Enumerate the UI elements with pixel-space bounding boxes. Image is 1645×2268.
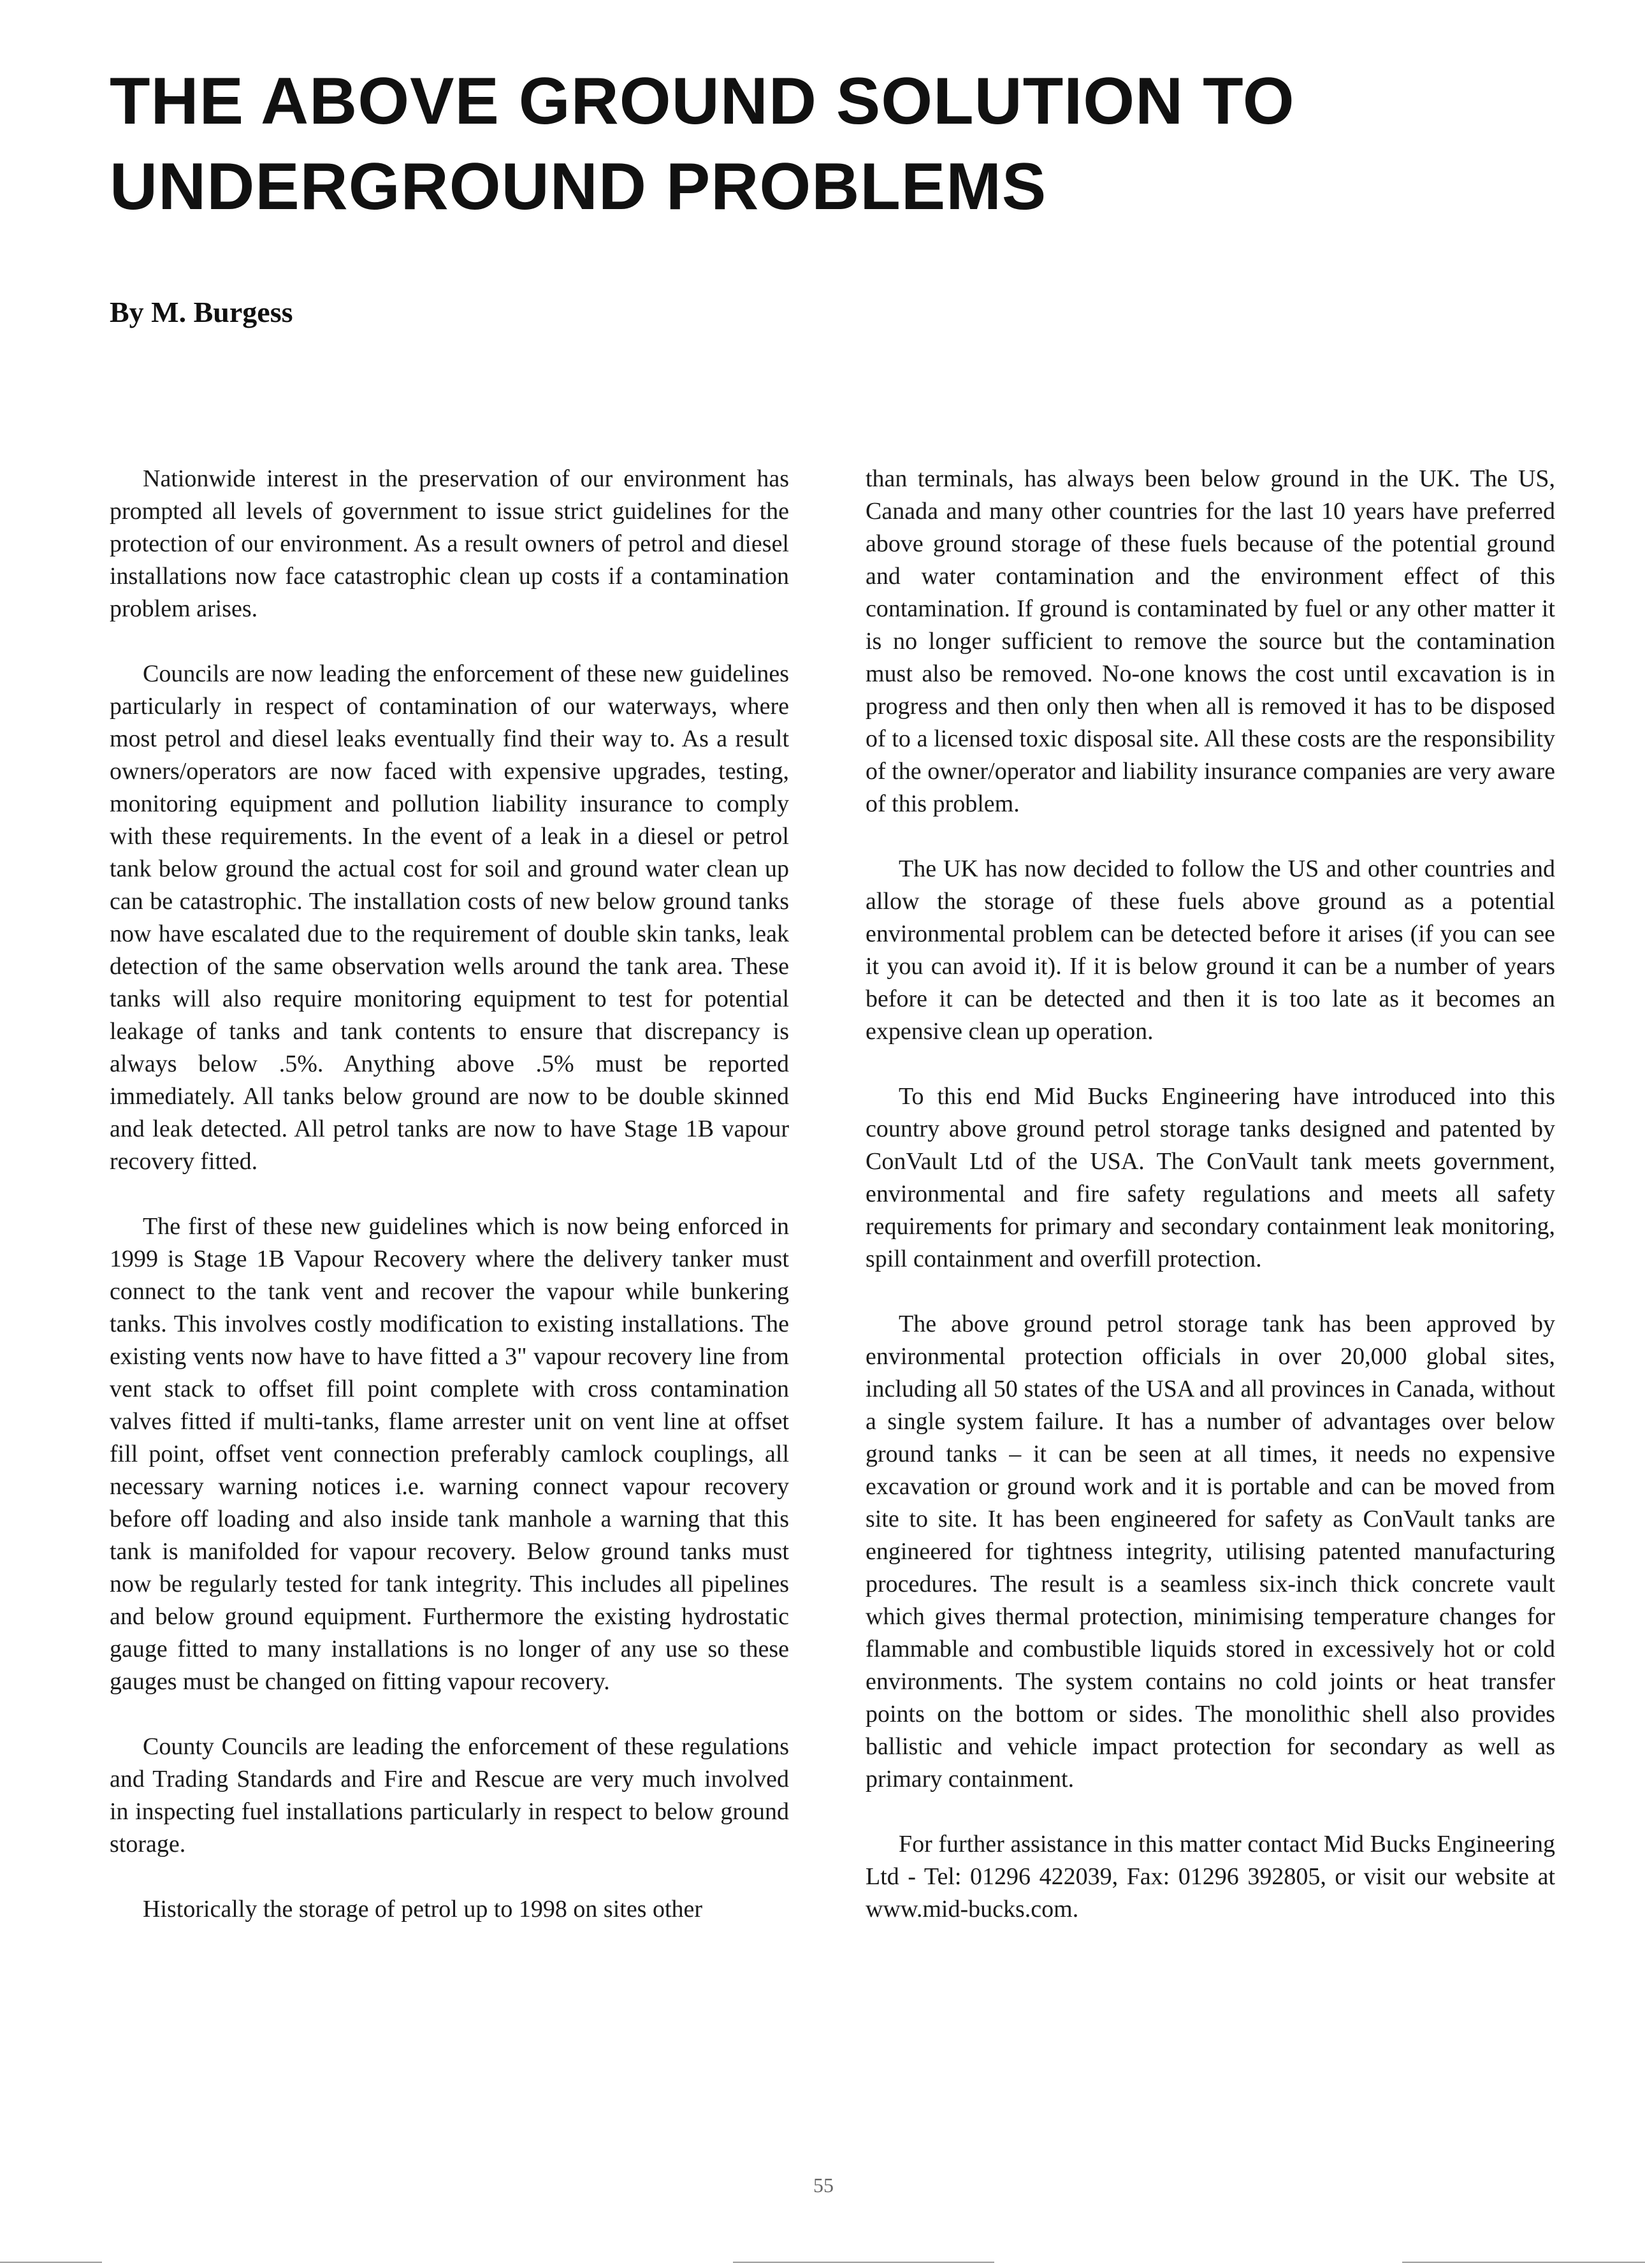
contact-paragraph: For further assistance in this matter contact Mid Bucks Engineering Ltd - Tel: 01296 422039, Fax: 01296 392805, or visit our website at www.mid-bucks.com. [866,1831,1555,1923]
page-number: 55 [813,2174,834,2197]
article-byline: By M. Burgess [110,296,293,328]
paragraph: County Councils are leading the enforcement of these regulations and Trading Standards and Fire and Rescue are very much involved in inspecting fuel installations particularly in respect to below ground storage. [110,1733,789,1857]
bottom-rule-center [733,2262,994,2263]
right-column [866,463,1555,1926]
bottom-rule-left [0,2262,102,2263]
paragraph: Nationwide interest in the preservation of our environment has prompted all levels of government to issue strict guidelines for the protection of our environment. As a result owners of petrol and diesel installations now face catastrophic clean up costs if a contamination problem arises. [110,465,789,622]
paragraph: The UK has now decided to follow the US and other countries and allow the storage of these fuels above ground as a potential environmental problem can be detected before it arises (if you can see it you can avoid it). If it is below ground it can be a number of years before it can be detected and then it is too late as it becomes an expensive clean up operation. [866,855,1555,1045]
left-column [110,463,789,1926]
paragraph: Councils are now leading the enforcement of these new guidelines particularly in respect of contamination of our waterways, where most petrol and diesel leaks eventually find their way to. As a result owners/operators are now faced with expensive upgrades, testing, monitoring equipment and pollution liability insurance to comply with these requirements. In the event of a leak in a diesel or petrol tank below ground the actual cost for soil and ground water clean up can be catastrophic. The installation costs of new below ground tanks now have escalated due to the requirement of double skin tanks, leak detection of the same observation wells around the tank area. These tanks will also require monitoring equipment to test for potential leakage of tanks and tank contents to ensure that discrepancy is always below .5%. Anything above .5% must be reported immediately. All tanks below ground are now to be double skinned and leak detected. All petrol tanks are now to have Stage 1B vapour recovery fitted. [110,660,789,1175]
paragraph: The above ground petrol storage tank has been approved by environmental protection officials in over 20,000 global sites, including all 50 states of the USA and all provinces in Canada, without a single system failure. It has a number of advantages over below ground tanks – it can be seen at all times, it needs no expensive excavation or ground work and it is portable and can be moved from site to site. It has been engineered for safety as ConVault tanks are engineered for tightness integrity, utilising patented manufacturing procedures. The result is a seamless six-inch thick concrete vault which gives thermal protection, minimising temperature changes for flammable and combustible liquids stored in excessively hot or cold environments. The system contains no cold joints or heat transfer points on the bottom or sides. The monolithic shell also provides ballistic and vehicle impact protection for secondary as well as primary containment. [866,1311,1555,1792]
paragraph-continued: than terminals, has always been below ground in the UK. The US, Canada and many other countries for the last 10 years have preferred above ground storage of these fuels because of the potential ground and water contamination and the environment effect of this contamination. If ground is contaminated by fuel or any other matter it is no longer sufficient to remove the source but the contamination must also be removed. No-one knows the cost until excavation is in progress and then only then when all is removed it has to be disposed of to a licensed toxic disposal site. All these costs are the responsibility of the owner/operator and liability insurance companies are very aware of this problem. [866,465,1555,817]
bottom-rule-right [1402,2262,1645,2263]
paragraph: Historically the storage of petrol up to 1998 on sites other [143,1896,703,1923]
article-title [110,59,1576,229]
article-title-line-1: THE ABOVE GROUND SOLUTION TO [110,64,1295,138]
paragraph: To this end Mid Bucks Engineering have introduced into this country above ground petrol storage tanks designed and patented by ConVault Ltd of the USA. The ConVault tank meets government, environmental and fire safety regulations and meets all safety requirements for primary and secondary containment leak monitoring, spill containment and overfill protection. [866,1083,1555,1272]
paragraph: The first of these new guidelines which is now being enforced in 1999 is Stage 1B Vapour Recovery where the delivery tanker must connect to the tank vent and recover the vapour while bunkering tanks. This involves costly modification to existing installations. The existing vents now have to have fitted a 3" vapour recovery line from vent stack to offset fill point complete with cross contamination valves fitted if multi-tanks, flame arrester unit on vent line at offset fill point, offset vent connection preferably camlock couplings, all necessary warning notices i.e. warning connect vapour recovery before off loading and also inside tank manhole a warning that this tank is manifolded for vapour recovery. Below ground tanks must now be regularly tested for tank integrity. This includes all pipelines and below ground equipment. Furthermore the existing hydrostatic gauge fitted to many installations is no longer of any use so these gauges must be changed on fitting vapour recovery. [110,1213,789,1695]
article-title-line-2: UNDERGROUND PROBLEMS [110,150,1047,224]
